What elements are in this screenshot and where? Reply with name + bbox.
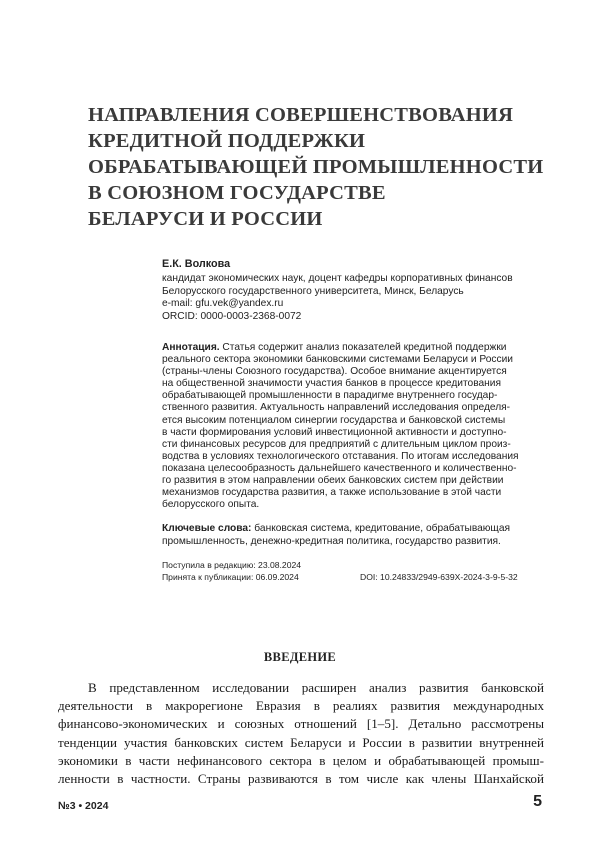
- body-line: экономики в части нефинансового сектора в целом и обрабатывающей промыш-: [58, 752, 544, 768]
- title-line: КРЕДИТНОЙ ПОДДЕРЖКИ: [88, 130, 366, 152]
- keywords-first-line: банковская система, кредитование, обрабатывающая: [251, 523, 510, 534]
- abstract-line: белорусского опыта.: [162, 499, 260, 511]
- abstract-line: на общественной значимости участия банков в процессе кредитования: [162, 378, 502, 390]
- author-affiliation: Белорусского государственного университета, Минск, Беларусь: [162, 285, 464, 297]
- accepted-date: Принята к публикации: 06.09.2024: [162, 571, 299, 582]
- author-name: Е.К. Волкова: [162, 258, 231, 270]
- abstract-line: сти финансовых ресурсов для предприятий с длительным циклом произ-: [162, 438, 511, 450]
- title-line: НАПРАВЛЕНИЯ СОВЕРШЕНСТВОВАНИЯ: [88, 104, 514, 126]
- title-line: В СОЮЗНОМ ГОСУДАРСТВЕ: [88, 182, 386, 204]
- author-orcid: ORCID: 0000-0003-2368-0072: [162, 311, 302, 323]
- abstract-line: ственного развития. Актуальность направлений исследования определя-: [162, 402, 511, 414]
- abstract-line: в части формирования условий инвестиционной активности и доступно-: [162, 426, 507, 438]
- abstract-line: [162, 342, 550, 354]
- issue-label: №3 • 2024: [58, 800, 109, 812]
- title-line: ОБРАБАТЫВАЮЩЕЙ ПРОМЫШЛЕННОСТИ: [88, 156, 544, 178]
- abstract-line: го развития в этом направлении обеих банковских систем при действии: [162, 475, 504, 487]
- keywords: [162, 523, 552, 548]
- accepted-row: [162, 572, 552, 584]
- body-line: деятельности в макрорегионе Евразия в реалиях развития международных: [58, 698, 544, 714]
- body-text: [58, 679, 544, 788]
- abstract-line: ется высоким потенциалом синергии государства и банковской системы: [162, 414, 506, 426]
- body-line: ленности в частности. Страны развиваются в том числе как члены Шанхайской: [58, 771, 544, 787]
- page-number: 5: [533, 793, 542, 810]
- received-date: Поступила в редакцию: 23.08.2024: [162, 560, 302, 570]
- doi[interactable]: DOI: 10.24833/2949-639X-2024-3-9-5-32: [360, 571, 518, 582]
- keywords-line: [162, 523, 552, 536]
- abstract-line: обрабатывающей промышленности в парадигме внутреннего государ-: [162, 390, 498, 402]
- body-line: В представленном исследовании расширен анализ развития банковской: [88, 680, 544, 695]
- title-line: БЕЛАРУСИ И РОССИИ: [88, 208, 323, 230]
- author-block: [162, 258, 552, 324]
- body-line: финансово-экономических и союзных отношений [1–5]. Детально рассмотрены: [58, 716, 544, 732]
- abstract-line: водства в условиях технологического отставания. По итогам исследования: [162, 450, 519, 462]
- publication-dates: [162, 560, 552, 583]
- abstract-line: (страны-члены Союзного государства). Особое внимание акцентируется: [162, 366, 507, 378]
- abstract-first-line: Статья содержит анализ показателей кредитной поддержки: [219, 342, 507, 353]
- abstract-line: механизмов государства развития, а также использование в этой части: [162, 487, 502, 499]
- author-email: e-mail: gfu.vek@yandex.ru: [162, 298, 284, 310]
- abstract-label: Аннотация.: [162, 342, 220, 353]
- abstract-line: показана целесообразность дальнейшего качественного и количественно-: [162, 462, 517, 474]
- section-heading: ВВЕДЕНИЕ: [263, 650, 337, 664]
- keywords-line: промышленность, денежно-кредитная политика, государство развития.: [162, 535, 501, 547]
- keywords-label: Ключевые слова:: [162, 523, 252, 534]
- abstract-line: реального сектора экономики банковскими системами Беларуси и России: [162, 354, 513, 366]
- author-affiliation: кандидат экономических наук, доцент кафедры корпоративных финансов: [162, 272, 513, 284]
- abstract: [162, 342, 550, 511]
- body-line: тенденции участия банковских систем Беларуси и России в развитии внутренней: [58, 734, 544, 750]
- article-title: [88, 102, 548, 232]
